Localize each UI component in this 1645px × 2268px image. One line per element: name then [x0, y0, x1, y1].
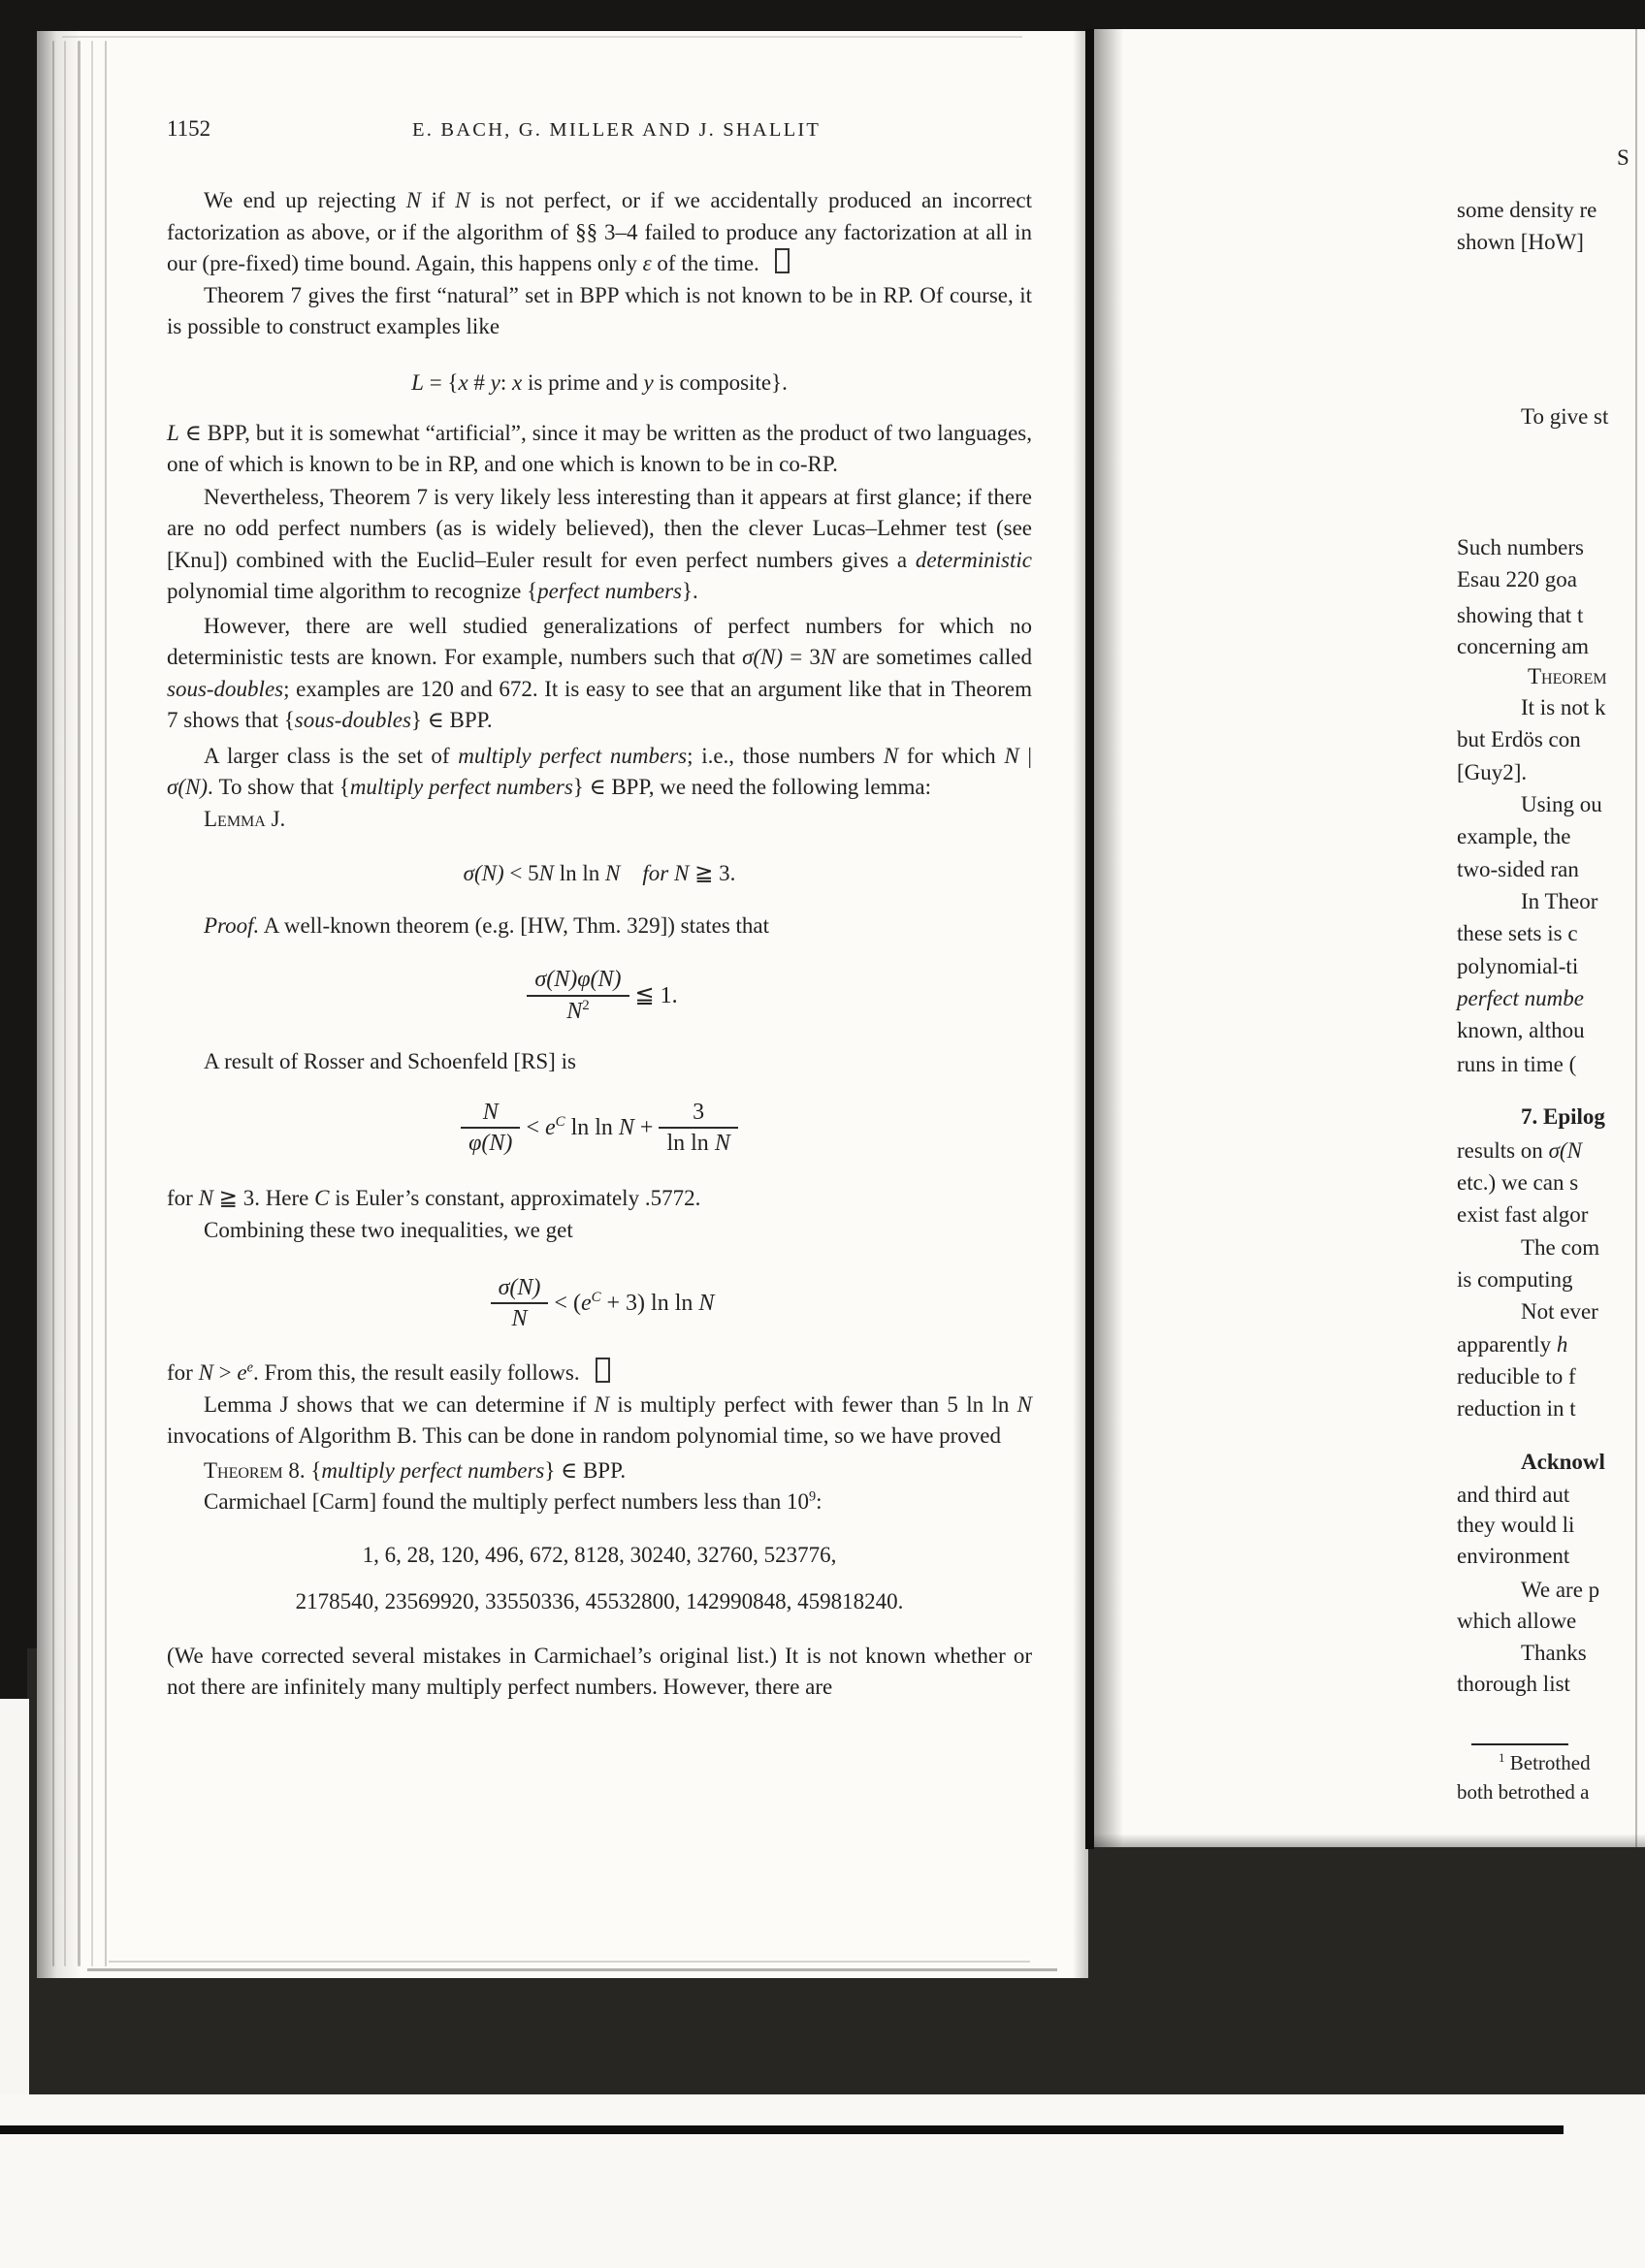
text-segment: runs in time ( — [1457, 1052, 1577, 1076]
footnote-rule — [1471, 1743, 1568, 1745]
paragraph — [167, 482, 1032, 608]
right-page-line — [1457, 1393, 1576, 1424]
page-stack-edge — [78, 41, 81, 1966]
text-segment: 9 — [809, 1488, 817, 1505]
right-page-line — [1457, 564, 1577, 595]
right-page-line — [1521, 1575, 1599, 1606]
text-segment: S — [1617, 145, 1629, 170]
text-segment: these sets is c — [1457, 921, 1578, 945]
text-segment: We end up rejecting — [204, 188, 406, 212]
right-page-line — [1521, 886, 1597, 917]
equation-text — [635, 981, 678, 1009]
text-segment: # — [468, 369, 491, 395]
text-segment: ln ln — [564, 1114, 619, 1140]
text-segment: 1 — [1499, 1750, 1505, 1765]
text-segment: for — [167, 1186, 199, 1210]
right-page-line — [1457, 532, 1584, 563]
text-segment: apparently — [1457, 1332, 1557, 1357]
right-page-line — [1457, 1329, 1567, 1360]
text-segment: sous-doubles — [294, 708, 411, 732]
text-segment: e — [544, 1114, 556, 1140]
right-page-line — [1521, 1232, 1599, 1263]
paragraph — [167, 185, 1032, 280]
text-segment: reduction in t — [1457, 1396, 1576, 1421]
right-page-line — [1521, 1296, 1598, 1327]
text-segment: } ∈ BPP. — [544, 1457, 627, 1483]
right-page-line — [1457, 1049, 1576, 1080]
text-segment: N — [594, 1391, 610, 1417]
running-title: E. BACH, G. MILLER AND J. SHALLIT — [412, 119, 822, 141]
right-page-line — [1457, 1015, 1585, 1046]
paragraph — [167, 1390, 1032, 1453]
fraction — [659, 1100, 737, 1157]
text-segment: σ(N) — [167, 775, 209, 799]
text-segment: : — [816, 1489, 822, 1514]
text-segment: N — [511, 1306, 528, 1331]
text-segment: L — [167, 420, 179, 445]
right-page-line — [1521, 1102, 1605, 1133]
text-segment: ≦ 1. — [634, 983, 678, 1008]
text-segment: sous-doubles — [167, 676, 284, 701]
text-segment: N — [455, 188, 470, 212]
text-segment: environment — [1457, 1544, 1570, 1568]
text-segment: + — [633, 1114, 654, 1140]
text-segment: Acknowl — [1521, 1450, 1605, 1474]
text-segment: multiply perfect numbers — [349, 775, 573, 799]
right-page-line — [1457, 631, 1589, 662]
right-page-line — [1457, 951, 1578, 982]
text-segment: > — [212, 1360, 238, 1385]
text-segment: are sometimes called — [835, 645, 1032, 669]
text-segment: A larger class is the set of — [204, 743, 459, 768]
text-segment: A result of Rosser and Schoenfeld [RS] is — [204, 1048, 576, 1073]
text-segment: C — [314, 1186, 330, 1210]
text-segment: ln ln — [666, 1131, 715, 1156]
display-equation — [167, 1095, 1032, 1161]
paragraph — [167, 1215, 1032, 1247]
text-segment: ; examples are 120 and 672. It is easy to see that an argument like that in Theorem 7 shows that { — [167, 676, 1032, 732]
display-equation — [167, 857, 1032, 889]
text-segment: some density re — [1457, 198, 1597, 222]
text-column — [167, 116, 1032, 1704]
text-segment: We are p — [1521, 1578, 1600, 1602]
display-equation — [167, 367, 1032, 399]
right-page-line — [1617, 143, 1629, 174]
text-segment: It is not k — [1521, 695, 1606, 719]
text-segment: N — [820, 645, 836, 669]
right-page-line — [1457, 1264, 1572, 1295]
right-page-line — [1457, 1135, 1582, 1166]
right-page-partial — [1094, 29, 1645, 1847]
text-segment: Lemma J shows that we can determine if — [204, 1391, 595, 1417]
text-segment: } ∈ BPP, we need the following lemma: — [572, 775, 931, 799]
right-page-line — [1457, 600, 1583, 631]
page-header — [167, 116, 1032, 148]
text-segment: Lemma J. — [204, 806, 286, 831]
page-stack-edge — [91, 41, 93, 1966]
right-page-line — [1457, 1541, 1569, 1572]
paragraph — [167, 611, 1032, 737]
text-segment: shown [HoW] — [1457, 230, 1584, 254]
text-segment: Such numbers — [1457, 535, 1584, 559]
text-segment: x — [458, 369, 468, 395]
text-segment: ≧ 3. Here — [212, 1186, 315, 1210]
text-segment: perfect numbe — [1457, 986, 1584, 1010]
text-segment: Proof. — [204, 913, 260, 938]
text-segment: ≧ 3. — [689, 861, 736, 885]
text-segment: for — [167, 1360, 199, 1385]
right-page-line — [1457, 227, 1584, 258]
book-gutter-shadow — [1085, 29, 1094, 1849]
text-segment: φ(N) — [468, 1131, 513, 1156]
text-segment: y — [643, 369, 654, 395]
left-page — [37, 31, 1088, 1978]
text-segment: To give st — [1521, 404, 1609, 429]
text-segment: : — [500, 369, 513, 395]
text-segment: Theorem 8. — [204, 1457, 306, 1483]
scan-artifact-line — [0, 2125, 1564, 2134]
text-segment: σ(N)φ(N) — [534, 967, 622, 993]
paragraph — [167, 910, 1032, 942]
display-equation — [167, 1585, 1032, 1617]
text-segment: thorough list — [1457, 1672, 1570, 1696]
display-equation — [167, 1270, 1032, 1336]
text-segment: h — [1556, 1332, 1568, 1357]
page-number: 1152 — [167, 116, 211, 141]
text-segment: 2 — [582, 997, 590, 1013]
right-page-line — [1457, 854, 1579, 885]
text-segment: = 3 — [783, 645, 821, 669]
text-segment: Carmichael [Carm] found the multiply perfect numbers less than 10 — [204, 1489, 810, 1514]
paragraph — [167, 804, 1032, 836]
text-segment: polynomial time algorithm to recognize { — [167, 579, 538, 603]
text-segment: is not perfect, or if we accidentally produced an incorrect factorization as above, or if the algorithm of §§ 3–4 failed to produce any factorization at all in our (pre-fixed) time bound. Again, this happens only — [167, 188, 1032, 275]
text-segment: ε — [642, 251, 652, 275]
text-segment: 7. Epilog — [1521, 1104, 1605, 1129]
text-segment: for N — [642, 861, 690, 885]
text-segment: However, there are well studied generalizations of perfect numbers for which no deterministic tests are known. For example, numbers such that — [167, 613, 1032, 669]
text-segment: 3 — [693, 1099, 705, 1125]
text-segment: N — [714, 1131, 730, 1156]
text-segment: is composite}. — [653, 369, 788, 395]
right-page-line — [1457, 1361, 1576, 1392]
scanner-bed-strip — [0, 2094, 1645, 2268]
text-segment: multiply perfect numbers — [458, 743, 688, 768]
text-segment: concerning am — [1457, 634, 1590, 658]
page-stack-edge — [52, 41, 54, 1966]
text-segment: N — [1004, 743, 1019, 768]
text-segment: known, althou — [1457, 1018, 1585, 1042]
text-segment: | — [1018, 743, 1032, 768]
text-segment: + 3) ln ln — [600, 1290, 699, 1316]
text-segment: Thanks — [1521, 1641, 1587, 1665]
text-segment: Theorem — [1528, 664, 1607, 688]
text-segment: N — [618, 1114, 634, 1140]
text-segment: is computing — [1457, 1267, 1573, 1292]
page-stack-edge — [87, 1968, 1057, 1971]
fraction — [461, 1100, 520, 1157]
text-segment: N — [405, 188, 422, 212]
text-segment: = { — [423, 369, 459, 395]
page-stack-edge — [62, 36, 1022, 38]
text-segment: of the time. — [651, 251, 759, 275]
text-segment: C — [555, 1113, 565, 1130]
page-body — [167, 185, 1032, 1704]
text-segment: N — [698, 1290, 715, 1316]
text-segment: ; i.e., those numbers — [687, 743, 884, 768]
text-segment: L — [411, 369, 424, 395]
text-segment: is multiply perfect with fewer than 5 ln ln — [609, 1391, 1017, 1417]
text-segment: N — [198, 1360, 213, 1385]
text-segment: which allowe — [1457, 1609, 1577, 1633]
right-page-line — [1528, 661, 1607, 692]
text-segment: σ(N — [1548, 1138, 1582, 1163]
right-page-line — [1457, 983, 1584, 1014]
qed-box — [596, 1358, 610, 1383]
right-page-line — [1457, 1167, 1578, 1198]
page-edge-line — [1635, 29, 1637, 1847]
paragraph — [167, 1641, 1032, 1704]
display-equation — [167, 963, 1032, 1029]
text-segment: exist fast algor — [1457, 1202, 1589, 1227]
right-page-line — [1521, 692, 1606, 723]
text-segment: x — [512, 369, 523, 395]
text-segment: N — [538, 861, 554, 885]
equation-text — [526, 1115, 653, 1141]
right-page-line — [1457, 1510, 1574, 1541]
text-segment: N — [482, 1099, 499, 1125]
text-segment: 1, 6, 28, 120, 496, 672, 8128, 30240, 32760, 523776, — [362, 1542, 837, 1567]
text-segment: for which — [898, 743, 1005, 768]
fraction — [527, 967, 629, 1024]
text-segment: Esau 220 goa — [1457, 567, 1577, 591]
text-segment: < ( — [554, 1290, 581, 1316]
text-segment: N — [198, 1186, 213, 1210]
right-page-line — [1521, 401, 1608, 432]
text-segment: Theorem 7 gives the first “natural” set in BPP which is not known to be in RP. Of course, it is possible to construct examples like — [167, 282, 1032, 338]
text-segment: σ(N) — [498, 1274, 541, 1300]
page-stack-edge — [105, 41, 107, 1966]
paragraph — [167, 1046, 1032, 1078]
text-segment: N — [605, 861, 621, 885]
text-segment: Combining these two inequalities, we get — [204, 1217, 573, 1242]
text-segment: ∈ BPP, but it is somewhat “artificial”, since it may be written as the product of two languages, one of which is known to be in RP, and one which is known to be in co-RP. — [167, 420, 1032, 476]
text-segment: A well-known theorem (e.g. [HW, Thm. 329]) states that — [259, 913, 770, 938]
right-page-line — [1499, 1747, 1591, 1778]
paragraph — [167, 741, 1032, 804]
text-segment: < — [526, 1114, 545, 1140]
fraction — [491, 1275, 549, 1332]
right-page-line — [1457, 918, 1578, 949]
paragraph — [167, 1486, 1032, 1518]
text-segment: results on — [1457, 1138, 1549, 1163]
paragraph — [167, 1358, 1032, 1390]
text-segment: e — [237, 1360, 247, 1385]
text-segment: σ(N) — [742, 645, 784, 669]
text-segment: polynomial-ti — [1457, 954, 1579, 978]
text-segment: Nevertheless, Theorem 7 is very likely less interesting than it appears at first glance; if there are no odd perfect numbers (as is widely believed), then the clever Lucas–Lehmer test (see [Knu]) combined with the Euclid–Euler result for even perfect numbers gives a — [167, 484, 1032, 572]
text-segment: is Euler’s constant, approximately .5772. — [329, 1186, 701, 1210]
text-segment: σ(N) — [463, 861, 504, 885]
right-page-line — [1521, 789, 1602, 820]
right-page-line — [1521, 1638, 1587, 1669]
text-segment: N — [566, 998, 583, 1024]
right-page-line — [1521, 1447, 1605, 1478]
text-segment: two-sided ran — [1457, 857, 1579, 881]
text-segment: { — [305, 1457, 322, 1483]
right-page-line — [1457, 821, 1571, 852]
text-segment: Using ou — [1521, 792, 1602, 816]
paragraph — [167, 418, 1032, 481]
text-segment: they would li — [1457, 1513, 1575, 1537]
text-segment: but Erdös con — [1457, 727, 1581, 751]
text-segment: }. — [681, 579, 698, 603]
right-page-line — [1457, 724, 1581, 755]
text-segment: [Guy2]. — [1457, 760, 1528, 784]
text-segment: y — [490, 369, 500, 395]
text-segment: } ∈ BPP. — [410, 708, 493, 732]
text-segment: deterministic — [915, 547, 1032, 572]
right-page-line — [1457, 1776, 1589, 1807]
right-page-line — [1457, 1199, 1588, 1230]
text-segment: both betrothed a — [1457, 1780, 1590, 1804]
right-page-line — [1457, 1606, 1576, 1637]
right-page-line — [1457, 1480, 1569, 1511]
right-page-line — [1457, 1669, 1570, 1700]
page-stack-edge — [109, 1961, 1030, 1963]
text-segment: e — [580, 1290, 592, 1316]
text-segment: example, the — [1457, 824, 1571, 848]
text-segment: if — [421, 188, 456, 212]
text-segment: N — [1016, 1391, 1033, 1417]
text-segment: invocations of Algorithm B. This can be done in random polynomial time, so we have proved — [167, 1423, 1002, 1448]
text-segment: 2178540, 23569920, 33550336, 45532800, 142990848, 459818240. — [295, 1588, 904, 1613]
paragraph — [167, 1455, 1032, 1487]
text-segment: ln ln — [554, 861, 606, 885]
page-stack-edge — [64, 41, 66, 1966]
display-equation — [167, 1539, 1032, 1571]
text-segment: e — [246, 1359, 253, 1376]
paragraph — [167, 280, 1032, 343]
text-segment: (We have corrected several mistakes in Carmichael’s original list.) It is not known whether or not there are infinitely many multiply perfect numbers. However, there are — [167, 1643, 1032, 1699]
text-segment: N — [883, 743, 899, 768]
text-segment: In Theor — [1521, 889, 1598, 913]
text-segment: . From this, the result easily follows. — [252, 1360, 580, 1385]
qed-box — [775, 248, 790, 273]
text-segment: Betrothed — [1504, 1751, 1591, 1774]
text-segment: . To show that { — [208, 775, 350, 799]
paragraph — [167, 1183, 1032, 1215]
text-segment — [620, 861, 642, 885]
text-segment: and third aut — [1457, 1483, 1570, 1507]
text-segment: etc.) we can s — [1457, 1170, 1579, 1195]
right-page-line — [1457, 757, 1527, 788]
text-segment: The com — [1521, 1235, 1600, 1260]
equation-text — [554, 1291, 714, 1317]
text-segment: Not ever — [1521, 1299, 1598, 1324]
text-segment: reducible to f — [1457, 1364, 1576, 1389]
text-segment: is prime and — [522, 369, 644, 395]
text-segment: showing that t — [1457, 603, 1584, 627]
text-segment: < 5 — [503, 861, 539, 885]
text-segment: C — [591, 1289, 601, 1305]
text-segment: multiply perfect numbers — [321, 1457, 545, 1483]
right-page-line — [1457, 195, 1597, 226]
text-segment: perfect numbers — [537, 579, 682, 603]
